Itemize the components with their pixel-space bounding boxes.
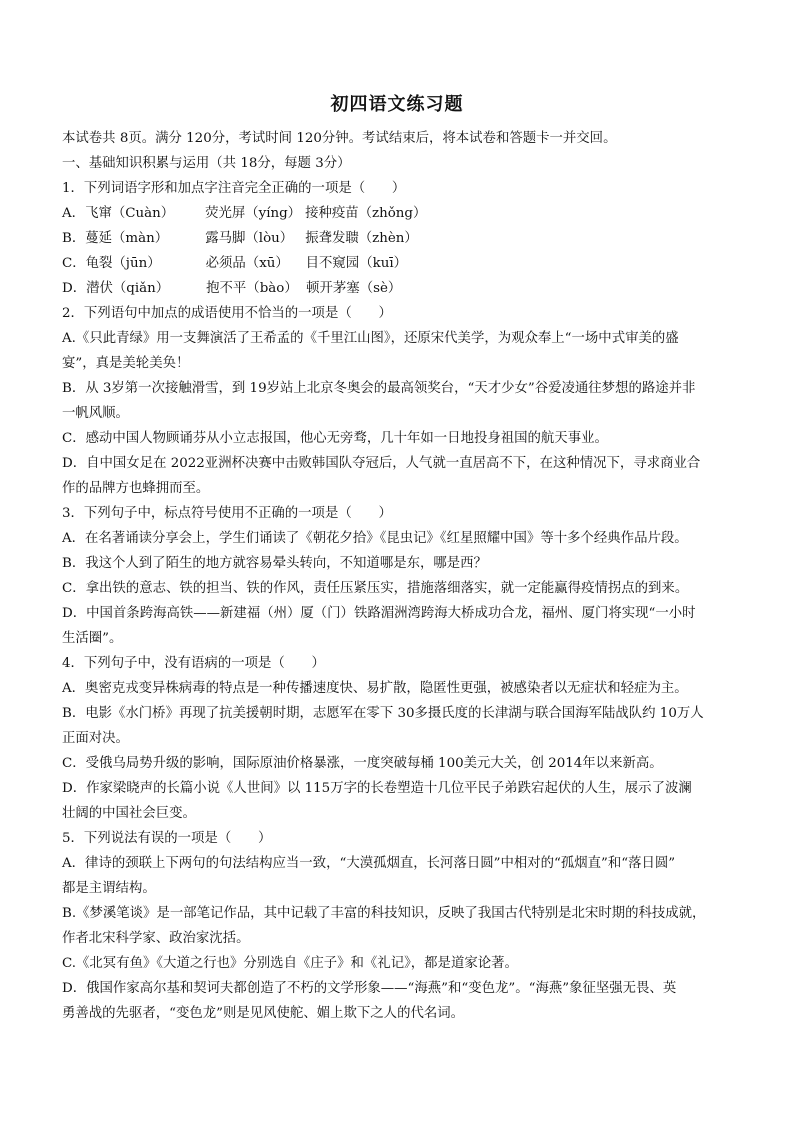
option-term: 目不窥园（kuī） [305, 256, 408, 271]
option-term: 顿开茅塞（sè） [306, 281, 402, 296]
question-2-option-b: B．从 3岁第一次接触滑雪，到 19岁站上北京冬奥会的最高领奖台，“天才少女”谷爱凌通往梦想的路途并非 [62, 381, 696, 396]
question-3-option-d-cont: 生活圈”。 [62, 631, 123, 646]
section-heading: 一、基础知识积累与运用（共 18分，每题 3分） [62, 156, 351, 171]
option-term: 振聋发聩（zhèn） [305, 231, 418, 246]
question-2-option-a-cont: 宴”，真是美轮美奂！ [62, 356, 190, 371]
option-term: 接种疫苗（zhǒng） [305, 206, 427, 221]
option-term: 荧光屏（yíng） [205, 206, 302, 221]
question-1-option-b [62, 226, 732, 251]
option-term: 飞窜（Cuàn） [85, 206, 175, 221]
exam-instructions: 本试卷共 8页。满分 120分，考试时间 120分钟。考试结束后，将本试卷和答题卡一并交回。 [62, 131, 617, 146]
question-2-option-b-cont: 一帆风顺。 [62, 406, 129, 421]
question-2-option-c: C．感动中国人物顾诵芬从小立志报国，他心无旁骛，几十年如一日地投身祖国的航天事业。 [62, 431, 608, 446]
option-label: B． [62, 231, 86, 246]
question-1-option-d [62, 276, 732, 301]
option-term: 露马脚（lòu） [205, 231, 294, 246]
option-term: 潜伏（qiǎn） [86, 281, 170, 296]
question-3-option-d: D．中国首条跨海高铁——新建福（州）厦（门）铁路湄洲湾跨海大桥成功合龙，福州、厦门将实现“一小时 [62, 606, 696, 621]
question-4-option-b: B．电影《水门桥》再现了抗美援朝时期，志愿军在零下 30多摄氏度的长津湖与联合国海军陆战队约 10万人 [62, 706, 704, 721]
question-4-option-d: D．作家梁晓声的长篇小说《人世间》以 115万字的长卷塑造十几位平民子弟跌宕起伏的人生，展示了波澜 [62, 781, 692, 796]
question-4-option-d-cont: 壮阔的中国社会巨变。 [62, 806, 196, 821]
question-5-option-d: D．俄国作家高尔基和契诃夫都创造了不朽的文学形象——“海燕”和“变色龙”。“海燕”象征坚强无畏、英 [62, 981, 677, 996]
question-4-option-a: A．奥密克戎变异株病毒的特点是一种传播速度快、易扩散，隐匿性更强，被感染者以无症状和轻症为主。 [62, 681, 688, 696]
option-term: 抱不平（bào） [206, 281, 298, 296]
option-label: D． [62, 281, 87, 296]
option-term: 龟裂（jūn） [85, 256, 161, 271]
question-5-option-d-cont: 勇善战的先驱者，“变色龙”则是见风使舵、媚上欺下之人的代名词。 [62, 1006, 465, 1021]
question-5-option-c: C.《北冥有鱼》《大道之行也》分别选自《庄子》和《礼记》，都是道家论著。 [62, 956, 518, 971]
exam-page [62, 92, 732, 1026]
page-title: 初四语文练习题 [330, 94, 464, 115]
question-5-option-b: B.《梦溪笔谈》是一部笔记作品，其中记载了丰富的科技知识，反映了我国古代特别是北宋时期的科技成就， [62, 906, 706, 921]
option-term: 蔓延（màn） [85, 231, 169, 246]
question-5-option-b-cont: 作者北宋科学家、政治家沈括。 [62, 931, 250, 946]
question-5-option-a: A．律诗的颈联上下两句的句法结构应当一致，“大漠孤烟直，长河落日圆”中相对的“孤烟直”和“落日圆” [62, 856, 676, 871]
question-1-stem: 1．下列词语字形和加点字注音完全正确的一项是（ ） [62, 181, 406, 196]
question-4-option-c: C．受俄乌局势升级的影响，国际原油价格暴涨，一度突破每桶 100美元大关，创 2014年以来新高。 [62, 756, 663, 771]
question-5-stem: 5．下列说法有误的一项是（ ） [62, 831, 272, 846]
question-1-option-c [62, 251, 732, 276]
question-1-option-a [62, 201, 732, 226]
question-5-option-a-cont: 都是主谓结构。 [62, 881, 156, 896]
question-3-option-b: B．我这个人到了陌生的地方就容易晕头转向，不知道哪是东，哪是西？ [62, 556, 487, 571]
option-label: A． [62, 206, 86, 221]
question-2-stem: 2．下列语句中加点的成语使用不恰当的一项是（ ） [62, 306, 392, 321]
option-label: C． [62, 256, 86, 271]
question-3-stem: 3．下列句子中，标点符号使用不正确的一项是（ ） [62, 506, 392, 521]
question-4-stem: 4．下列句子中，没有语病的一项是（ ） [62, 656, 325, 671]
option-term: 必须品（xū） [205, 256, 289, 271]
question-2-option-a: A.《只此青绿》用一支舞演活了王希孟的《千里江山图》，还原宋代美学，为观众奉上“一场中式审美的盛 [62, 331, 679, 346]
question-2-option-d: D．自中国女足在 2022亚洲杯决赛中击败韩国队夺冠后，人气就一直居高不下，在这种情况下，寻求商业合 [62, 456, 701, 471]
question-2-option-d-cont: 作的品牌方也蜂拥而至。 [62, 481, 210, 496]
question-3-option-c: C．拿出铁的意志、铁的担当、铁的作风，责任压紧压实，措施落细落实，就一定能赢得疫情拐点的到来。 [62, 581, 689, 596]
question-4-option-b-cont: 正面对决。 [62, 731, 129, 746]
question-3-option-a: A．在名著诵读分享会上，学生们诵读了《朝花夕拾》《昆虫记》《红星照耀中国》等十多个经典作品片段。 [62, 531, 688, 546]
